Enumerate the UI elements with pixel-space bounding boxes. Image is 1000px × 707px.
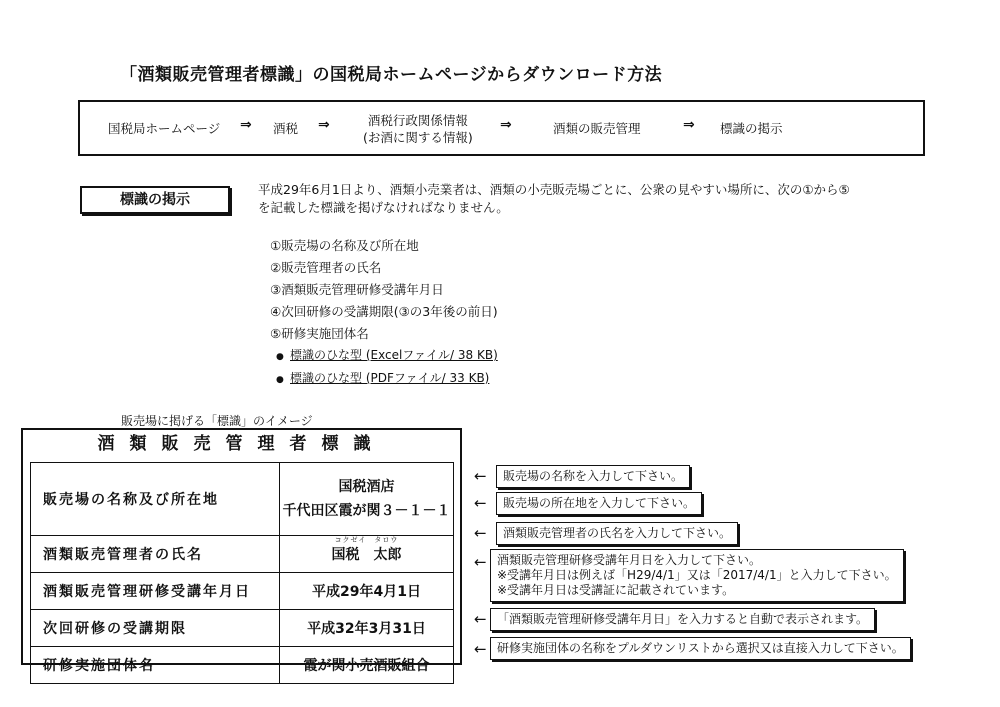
list-item: ⑤研修実施団体名 [270,326,369,341]
nav-step-nta-homepage: 国税局ホームページ [108,121,221,136]
left-arrow-icon: ← [474,494,487,512]
left-arrow-icon: ← [474,524,487,542]
sign-image [21,428,462,674]
table-row [31,463,454,536]
required-items-list [270,235,498,345]
sign-row-label: 次回研修の受講期限 [31,610,280,647]
nav-step-sublabel: (お酒に関する情報) [363,130,473,145]
intro-text: 平成29年6月1日より、酒類小売業者は、酒類の小売販売場ごとに、公衆の見やすい場所に、次の①から⑤を記載した標識を掲げなければなりません。 [258,182,850,215]
sign-row-label: 酒類販売管理者の氏名 [31,536,280,573]
list-item: ③酒類販売管理研修受講年月日 [270,282,444,297]
bullet-icon: ● [276,375,284,385]
excel-template-link[interactable]: 標識のひな型 (Excelファイル/ 38 KB) [290,348,498,362]
list-item: ④次回研修の受講期限(③の3年後の前日) [270,304,498,319]
sign-row-value [279,536,453,573]
left-arrow-icon: ← [474,610,487,628]
list-item: ②販売管理者の氏名 [270,260,382,275]
download-links [276,345,498,391]
pdf-template-link[interactable]: 標識のひな型 (PDFファイル/ 33 KB) [290,371,490,385]
section-label: 標識の掲示 [80,186,230,214]
sign-header: 酒類販売管理者標識 [97,434,386,454]
list-item [276,368,498,391]
bullet-icon: ● [276,352,284,362]
nav-step-liquor-tax: 酒税 [273,121,299,136]
sign-row-value: 平成29年4月1日 [279,573,453,610]
note-line: ※受講年月日は例えば「H29/4/1」又は「2017/4/1」と入力して下さい。 [497,568,897,582]
table-row [31,536,454,573]
nav-step-tax-admin-info [363,112,473,146]
nav-step-sales-management: 酒類の販売管理 [553,121,641,136]
nav-arrow-icon: ⇒ [318,117,330,133]
note-training-date [490,549,904,602]
nav-arrow-icon: ⇒ [683,117,695,133]
sign-row-value: 霞が関小売酒販組合 [279,647,453,684]
shop-name-value: 国税酒店 [338,479,395,495]
page-title: 「酒類販売管理者標識」の国税局ホームページからダウンロード方法 [120,65,663,85]
note-line: 酒類販売管理研修受講年月日を入力して下さい。 [497,553,762,567]
manager-name-ruby: コクゼイ タロウ [334,536,399,544]
left-arrow-icon: ← [474,467,487,485]
table-row [31,610,454,647]
left-arrow-icon: ← [474,640,487,658]
list-item [276,345,498,368]
sign-table [30,462,454,684]
sign-row-value: 平成32年3月31日 [279,610,453,647]
manager-name [331,536,402,564]
left-arrow-icon: ← [474,553,487,571]
nav-arrow-icon: ⇒ [240,117,252,133]
table-row [31,647,454,684]
manager-name-value: 国税 太郎 [331,547,402,563]
nav-step-sign-display: 標識の掲示 [720,121,783,136]
sign-row-value [279,463,453,536]
nav-step-label: 酒税行政関係情報 [367,113,468,128]
note-shop-name: 販売場の名称を入力して下さい。 [496,465,690,488]
navigation-path-box [78,100,925,156]
note-training-org: 研修実施団体の名称をプルダウンリストから選択又は直接入力して下さい。 [490,637,911,660]
note-shop-address: 販売場の所在地を入力して下さい。 [496,492,702,515]
sign-row-label: 販売場の名称及び所在地 [31,463,280,536]
list-item: ①販売場の名称及び所在地 [270,238,419,253]
sign-row-label: 酒類販売管理研修受講年月日 [31,573,280,610]
note-line: ※受講年月日は受講証に記載されています。 [497,583,735,597]
note-manager-name: 酒類販売管理者の氏名を入力して下さい。 [496,522,738,545]
table-row [31,573,454,610]
sign-image-caption: 販売場に掲げる「標識」のイメージ [121,414,313,428]
note-next-deadline: 「酒類販売管理研修受講年月日」を入力すると自動で表示されます。 [490,608,875,631]
sign-row-label: 研修実施団体名 [31,647,280,684]
shop-address-value: 千代田区霞が関３－１－１ [282,503,451,519]
nav-arrow-icon: ⇒ [500,117,512,133]
